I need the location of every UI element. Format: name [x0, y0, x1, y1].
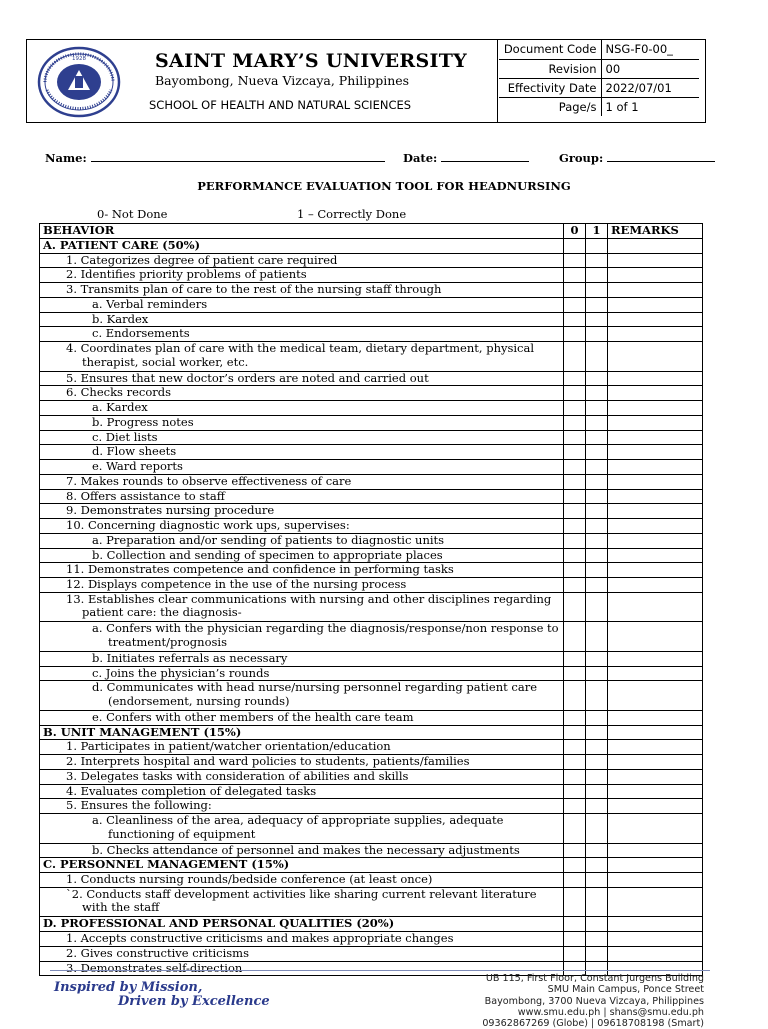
table-row	[40, 430, 703, 445]
score-1-cell[interactable]	[586, 342, 608, 372]
score-0-cell[interactable]	[564, 268, 586, 283]
behavior-text: b. Checks attendance of personnel and makes the necessary adjustments	[92, 842, 520, 857]
score-0-cell[interactable]	[564, 238, 586, 253]
score-0-cell[interactable]	[564, 592, 586, 622]
score-0-cell[interactable]	[564, 932, 586, 947]
remarks-cell[interactable]	[608, 592, 703, 622]
behavior-cell	[40, 283, 564, 298]
remarks-cell[interactable]	[608, 430, 703, 445]
behavior-text: a. Preparation and/or sending of patients to diagnostic units	[92, 532, 445, 547]
section-row	[40, 917, 703, 932]
behavior-cell	[40, 681, 564, 711]
remarks-cell[interactable]	[608, 548, 703, 563]
score-1-cell[interactable]	[586, 578, 608, 593]
university-address: Bayombong, Nueva Vizcaya, Philippines	[155, 73, 410, 88]
score-0-cell[interactable]	[564, 887, 586, 917]
score-0-cell[interactable]	[564, 415, 586, 430]
behavior-text: 3. Demonstrates self-direction	[66, 960, 243, 975]
behavior-text: 1. Categorizes degree of patient care required	[66, 252, 338, 267]
document-header	[26, 39, 706, 123]
meta-key: Page/s	[499, 97, 601, 116]
behavior-cell	[40, 592, 564, 622]
behavior-text: B. UNIT MANAGEMENT (15%)	[43, 724, 242, 739]
behavior-cell	[40, 666, 564, 681]
evaluation-table	[39, 223, 703, 976]
score-0-cell[interactable]	[564, 533, 586, 548]
behavior-cell	[40, 342, 564, 372]
header-remarks: REMARKS	[608, 224, 703, 239]
score-0-cell[interactable]	[564, 917, 586, 932]
behavior-text: C. PERSONNEL MANAGEMENT (15%)	[43, 857, 290, 872]
remarks-cell[interactable]	[608, 946, 703, 961]
score-0-cell[interactable]	[564, 519, 586, 534]
behavior-text: 9. Demonstrates nursing procedure	[66, 503, 275, 518]
score-0-cell[interactable]	[564, 578, 586, 593]
behavior-text: 11. Demonstrates competence and confidence in performing tasks	[66, 562, 454, 577]
score-1-cell[interactable]	[586, 312, 608, 327]
remarks-cell[interactable]	[608, 769, 703, 784]
date-field[interactable]	[403, 151, 529, 165]
table-row	[40, 504, 703, 519]
table-row	[40, 799, 703, 814]
behavior-text: d. Communicates with head nurse/nursing personnel regarding patient care (endorsement, nursing rounds)	[92, 680, 538, 708]
table-row	[40, 401, 703, 416]
score-1-cell[interactable]	[586, 401, 608, 416]
behavior-text: 5. Ensures that new doctor’s orders are noted and carried out	[66, 370, 429, 385]
behavior-cell	[40, 386, 564, 401]
document-meta-table	[499, 40, 699, 116]
table-row	[40, 533, 703, 548]
table-row	[40, 740, 703, 755]
section-heading	[40, 917, 564, 932]
score-0-cell[interactable]	[564, 622, 586, 652]
behavior-cell	[40, 946, 564, 961]
address-line: UB 115, First Floor, Constant Jurgens Building	[485, 973, 704, 984]
table-row	[40, 415, 703, 430]
behavior-cell	[40, 519, 564, 534]
header-score-1: 1	[586, 224, 608, 239]
score-1-cell[interactable]	[586, 799, 608, 814]
group-label: Group:	[559, 151, 604, 165]
score-1-cell[interactable]	[586, 563, 608, 578]
behavior-text: b. Progress notes	[92, 414, 194, 429]
university-seal-icon	[35, 46, 123, 118]
behavior-text: `2. Conducts staff development activities like sharing current relevant literature with the staff	[66, 886, 537, 915]
score-1-cell[interactable]	[586, 784, 608, 799]
score-1-cell[interactable]	[586, 755, 608, 770]
behavior-text: b. Collection and sending of specimen to appropriate places	[92, 547, 443, 562]
score-1-cell[interactable]	[586, 666, 608, 681]
remarks-cell[interactable]	[608, 725, 703, 740]
behavior-cell	[40, 401, 564, 416]
address-line: SMU Main Campus, Ponce Street	[547, 984, 704, 996]
behavior-cell	[40, 268, 564, 283]
behavior-cell	[40, 312, 564, 327]
legend-not-done: 0- Not Done	[97, 207, 168, 221]
remarks-cell[interactable]	[608, 622, 703, 652]
table-row	[40, 843, 703, 858]
score-1-cell[interactable]	[586, 460, 608, 475]
behavior-cell	[40, 489, 564, 504]
score-0-cell[interactable]	[564, 474, 586, 489]
behavior-cell	[40, 755, 564, 770]
score-1-cell[interactable]	[586, 814, 608, 844]
score-1-cell[interactable]	[586, 740, 608, 755]
remarks-cell[interactable]	[608, 710, 703, 725]
score-1-cell[interactable]	[586, 327, 608, 342]
score-0-cell[interactable]	[564, 814, 586, 844]
behavior-text: 5. Ensures the following:	[66, 798, 212, 813]
meta-key: Revision	[499, 59, 601, 78]
behavior-cell	[40, 710, 564, 725]
score-0-cell[interactable]	[564, 858, 586, 873]
section-row	[40, 858, 703, 873]
section-heading	[40, 725, 564, 740]
table-row	[40, 651, 703, 666]
score-1-cell[interactable]	[586, 253, 608, 268]
table-row	[40, 814, 703, 844]
behavior-cell	[40, 843, 564, 858]
table-row	[40, 548, 703, 563]
score-0-cell[interactable]	[564, 386, 586, 401]
behavior-text: a. Verbal reminders	[92, 296, 208, 311]
score-1-cell[interactable]	[586, 430, 608, 445]
score-1-cell[interactable]	[586, 622, 608, 652]
score-0-cell[interactable]	[564, 297, 586, 312]
remarks-cell[interactable]	[608, 283, 703, 298]
behavior-text: 1. Conducts nursing rounds/bedside conference (at least once)	[66, 872, 433, 886]
remarks-cell[interactable]	[608, 297, 703, 312]
header-behavior: BEHAVIOR	[40, 224, 564, 239]
table-row	[40, 681, 703, 711]
table-row	[40, 342, 703, 372]
remarks-cell[interactable]	[608, 887, 703, 917]
behavior-cell	[40, 814, 564, 844]
score-1-cell[interactable]	[586, 932, 608, 947]
score-1-cell[interactable]	[586, 238, 608, 253]
remarks-cell[interactable]	[608, 917, 703, 932]
behavior-cell	[40, 578, 564, 593]
score-1-cell[interactable]	[586, 371, 608, 386]
table-row	[40, 268, 703, 283]
score-0-cell[interactable]	[564, 401, 586, 416]
section-heading	[40, 238, 564, 253]
score-0-cell[interactable]	[564, 342, 586, 372]
remarks-cell[interactable]	[608, 932, 703, 947]
score-0-cell[interactable]	[564, 946, 586, 961]
motto-line-1: Inspired by Mission,	[54, 980, 203, 995]
behavior-text: e. Confers with other members of the health care team	[92, 709, 414, 724]
behavior-cell	[40, 740, 564, 755]
score-1-cell[interactable]	[586, 592, 608, 622]
table-row	[40, 283, 703, 298]
remarks-cell[interactable]	[608, 799, 703, 814]
remarks-cell[interactable]	[608, 401, 703, 416]
remarks-cell[interactable]	[608, 814, 703, 844]
table-row	[40, 474, 703, 489]
remarks-cell[interactable]	[608, 415, 703, 430]
score-0-cell[interactable]	[564, 843, 586, 858]
table-row	[40, 445, 703, 460]
score-1-cell[interactable]	[586, 946, 608, 961]
meta-key: Effectivity Date	[499, 78, 601, 97]
table-row	[40, 563, 703, 578]
behavior-cell	[40, 548, 564, 563]
score-0-cell[interactable]	[564, 327, 586, 342]
score-1-cell[interactable]	[586, 415, 608, 430]
table-row	[40, 312, 703, 327]
score-0-cell[interactable]	[564, 445, 586, 460]
behavior-text: e. Ward reports	[92, 459, 183, 473]
remarks-cell[interactable]	[608, 371, 703, 386]
behavior-text: A. PATIENT CARE (50%)	[43, 237, 201, 252]
score-1-cell[interactable]	[586, 283, 608, 298]
legend-correctly-done: 1 – Correctly Done	[297, 207, 407, 221]
meta-value: 2022/07/01	[601, 78, 699, 97]
remarks-cell[interactable]	[608, 755, 703, 770]
behavior-cell	[40, 327, 564, 342]
behavior-cell	[40, 297, 564, 312]
score-1-cell[interactable]	[586, 489, 608, 504]
meta-key: Document Code	[499, 40, 601, 59]
score-1-cell[interactable]	[586, 386, 608, 401]
remarks-cell[interactable]	[608, 533, 703, 548]
score-1-cell[interactable]	[586, 533, 608, 548]
score-0-cell[interactable]	[564, 740, 586, 755]
behavior-text: b. Initiates referrals as necessary	[92, 650, 288, 665]
score-1-cell[interactable]	[586, 504, 608, 519]
behavior-cell	[40, 887, 564, 917]
behavior-cell	[40, 533, 564, 548]
remarks-cell[interactable]	[608, 740, 703, 755]
score-0-cell[interactable]	[564, 283, 586, 298]
behavior-cell	[40, 622, 564, 652]
behavior-text: 3. Delegates tasks with consideration of abilities and skills	[66, 768, 409, 783]
behavior-cell	[40, 932, 564, 947]
score-1-cell[interactable]	[586, 858, 608, 873]
remarks-cell[interactable]	[608, 386, 703, 401]
behavior-text: 4. Evaluates completion of delegated tasks	[66, 783, 317, 798]
table-row	[40, 519, 703, 534]
score-1-cell[interactable]	[586, 445, 608, 460]
table-row	[40, 592, 703, 622]
school-name: SCHOOL OF HEALTH AND NATURAL SCIENCES	[149, 98, 412, 112]
score-0-cell[interactable]	[564, 504, 586, 519]
behavior-cell	[40, 873, 564, 888]
table-row	[40, 887, 703, 917]
score-0-cell[interactable]	[564, 873, 586, 888]
score-1-cell[interactable]	[586, 873, 608, 888]
behavior-text: 7. Makes rounds to observe effectiveness of care	[66, 473, 352, 488]
header-score-0: 0	[564, 224, 586, 239]
group-field[interactable]	[559, 151, 715, 165]
remarks-cell[interactable]	[608, 519, 703, 534]
address-line: Bayombong, 3700 Nueva Vizcaya, Philippines	[484, 995, 704, 1007]
behavior-text: 8. Offers assistance to staff	[66, 488, 225, 503]
score-0-cell[interactable]	[564, 755, 586, 770]
remarks-cell[interactable]	[608, 666, 703, 681]
behavior-text: 2. Identifies priority problems of patients	[66, 267, 307, 282]
behavior-text: D. PROFESSIONAL AND PERSONAL QUALITIES (20%)	[43, 916, 395, 931]
score-1-cell[interactable]	[586, 769, 608, 784]
score-0-cell[interactable]	[564, 563, 586, 578]
behavior-cell	[40, 784, 564, 799]
behavior-text: c. Diet lists	[92, 429, 158, 444]
score-1-cell[interactable]	[586, 917, 608, 932]
remarks-cell[interactable]	[608, 474, 703, 489]
table-row	[40, 666, 703, 681]
table-row	[40, 946, 703, 961]
score-0-cell[interactable]	[564, 784, 586, 799]
behavior-cell	[40, 460, 564, 475]
table-row	[40, 578, 703, 593]
score-1-cell[interactable]	[586, 651, 608, 666]
date-label: Date:	[403, 151, 438, 165]
score-0-cell[interactable]	[564, 710, 586, 725]
behavior-text: 3. Transmits plan of care to the rest of the nursing staff through	[66, 282, 442, 296]
remarks-cell[interactable]	[608, 238, 703, 253]
score-0-cell[interactable]	[564, 769, 586, 784]
section-row	[40, 238, 703, 253]
remarks-cell[interactable]	[608, 489, 703, 504]
remarks-cell[interactable]	[608, 445, 703, 460]
table-row	[40, 489, 703, 504]
score-1-cell[interactable]	[586, 297, 608, 312]
score-0-cell[interactable]	[564, 799, 586, 814]
behavior-cell	[40, 474, 564, 489]
score-0-cell[interactable]	[564, 312, 586, 327]
behavior-cell	[40, 769, 564, 784]
name-field[interactable]	[45, 151, 385, 165]
address-line: 09362867269 (Globe) | 09618708198 (Smart)	[482, 1018, 704, 1029]
score-1-cell[interactable]	[586, 519, 608, 534]
behavior-text: 6. Checks records	[66, 385, 172, 400]
behavior-cell	[40, 430, 564, 445]
table-row	[40, 460, 703, 475]
score-1-cell[interactable]	[586, 548, 608, 563]
remarks-cell[interactable]	[608, 460, 703, 475]
score-0-cell[interactable]	[564, 666, 586, 681]
name-label: Name:	[45, 151, 87, 165]
table-row	[40, 873, 703, 888]
behavior-text: 1. Participates in patient/watcher orientation/education	[66, 739, 391, 754]
score-1-cell[interactable]	[586, 474, 608, 489]
remarks-cell[interactable]	[608, 858, 703, 873]
behavior-text: 4. Coordinates plan of care with the medical team, dietary department, physical therapist, social worker, etc.	[66, 341, 535, 369]
behavior-text: c. Joins the physician’s rounds	[92, 665, 270, 680]
table-row	[40, 297, 703, 312]
score-0-cell[interactable]	[564, 371, 586, 386]
behavior-cell	[40, 253, 564, 268]
score-1-cell[interactable]	[586, 843, 608, 858]
score-1-cell[interactable]	[586, 268, 608, 283]
behavior-cell	[40, 415, 564, 430]
table-row	[40, 371, 703, 386]
meta-value: 1 of 1	[605, 99, 639, 114]
remarks-cell[interactable]	[608, 268, 703, 283]
score-0-cell[interactable]	[564, 489, 586, 504]
behavior-text: 13. Establishes clear communications with nursing and other disciplines regarding patient care: the diagnosis-	[66, 591, 552, 620]
score-1-cell[interactable]	[586, 710, 608, 725]
table-row	[40, 253, 703, 268]
behavior-text: 12. Displays competence in the use of the nursing process	[66, 577, 407, 591]
svg-text:1928: 1928	[72, 56, 86, 62]
behavior-cell	[40, 651, 564, 666]
meta-value: 00	[601, 59, 699, 78]
remarks-cell[interactable]	[608, 681, 703, 711]
behavior-cell	[40, 371, 564, 386]
footer-divider	[50, 970, 710, 971]
table-row	[40, 755, 703, 770]
remarks-cell[interactable]	[608, 784, 703, 799]
address-line: www.smu.edu.ph | shans@smu.edu.ph	[517, 1006, 704, 1018]
score-1-cell[interactable]	[586, 681, 608, 711]
remarks-cell[interactable]	[608, 873, 703, 888]
table-row	[40, 932, 703, 947]
behavior-text: 10. Concerning diagnostic work ups, supervises:	[66, 518, 350, 532]
footer-motto	[54, 981, 270, 1009]
behavior-cell	[40, 799, 564, 814]
behavior-text: a. Confers with the physician regarding the diagnosis/response/non response to treatment/prognosis	[92, 621, 559, 649]
remarks-cell[interactable]	[608, 312, 703, 327]
score-0-cell[interactable]	[564, 548, 586, 563]
meta-value: NSG-F0-00_	[601, 40, 699, 59]
score-0-cell[interactable]	[564, 725, 586, 740]
remarks-cell[interactable]	[608, 342, 703, 372]
behavior-text: d. Flow sheets	[92, 444, 177, 459]
behavior-text: b. Kardex	[92, 311, 149, 326]
section-row	[40, 725, 703, 740]
table-row	[40, 769, 703, 784]
remarks-cell[interactable]	[608, 327, 703, 342]
score-1-cell[interactable]	[586, 887, 608, 917]
table-row	[40, 327, 703, 342]
remarks-cell[interactable]	[608, 843, 703, 858]
motto-line-2: Driven by Excellence	[118, 994, 270, 1009]
behavior-text: a. Cleanliness of the area, adequacy of appropriate supplies, adequate functioning of equipment	[92, 813, 504, 841]
table-row	[40, 622, 703, 652]
university-name: SAINT MARY’S UNIVERSITY	[155, 50, 468, 72]
score-0-cell[interactable]	[564, 651, 586, 666]
score-0-cell[interactable]	[564, 253, 586, 268]
behavior-cell	[40, 445, 564, 460]
score-1-cell[interactable]	[586, 725, 608, 740]
remarks-cell[interactable]	[608, 253, 703, 268]
remarks-cell[interactable]	[608, 651, 703, 666]
remarks-cell[interactable]	[608, 504, 703, 519]
behavior-text: 1. Accepts constructive criticisms and makes appropriate changes	[66, 931, 454, 945]
remarks-cell[interactable]	[608, 563, 703, 578]
behavior-text: a. Kardex	[92, 400, 148, 414]
section-heading	[40, 858, 564, 873]
form-title: PERFORMANCE EVALUATION TOOL FOR HEADNURSING	[197, 179, 571, 193]
table-row	[40, 784, 703, 799]
score-0-cell[interactable]	[564, 681, 586, 711]
table-row	[40, 386, 703, 401]
behavior-text: 2. Gives constructive criticisms	[66, 945, 249, 960]
behavior-cell	[40, 563, 564, 578]
table-row	[40, 710, 703, 725]
footer-address	[482, 973, 704, 1029]
score-0-cell[interactable]	[564, 460, 586, 475]
score-0-cell[interactable]	[564, 430, 586, 445]
remarks-cell[interactable]	[608, 578, 703, 593]
behavior-cell	[40, 504, 564, 519]
behavior-text: 2. Interprets hospital and ward policies to students, patients/families	[66, 754, 470, 768]
behavior-text: c. Endorsements	[92, 326, 190, 341]
